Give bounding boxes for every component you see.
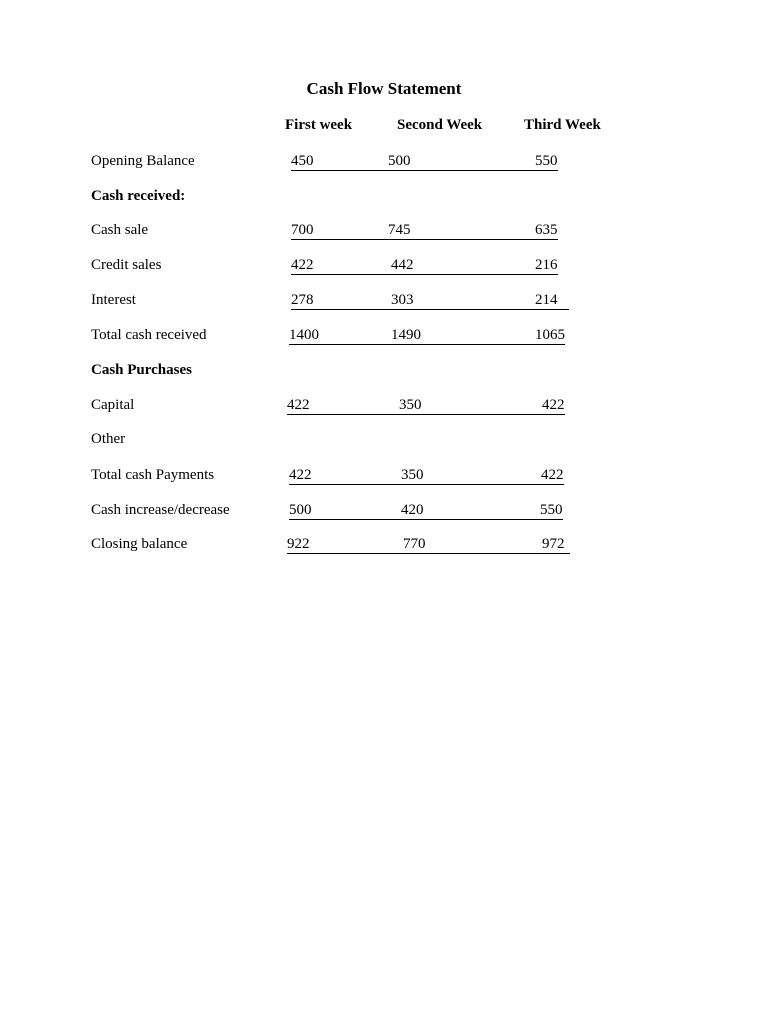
value-underline	[289, 484, 564, 485]
statement-row	[0, 222, 768, 244]
row-label: Total cash received	[91, 327, 207, 343]
row-label: Total cash Payments	[91, 467, 215, 483]
row-label: Other	[91, 431, 126, 447]
column-header-third-week: Third Week	[524, 117, 601, 133]
statement-row	[0, 467, 768, 489]
statement-row	[0, 327, 768, 349]
section-label: Cash Purchases	[91, 362, 192, 378]
statement-row	[0, 397, 768, 419]
value-underline	[291, 170, 558, 171]
value-second-week: 442	[391, 257, 414, 273]
row-label: Credit sales	[91, 257, 162, 273]
statement-section-heading	[0, 362, 768, 384]
value-second-week: 1490	[391, 327, 421, 343]
value-first-week: 700	[291, 222, 314, 238]
statement-row	[0, 153, 768, 175]
value-underline	[291, 274, 558, 275]
row-label: Closing balance	[91, 536, 188, 552]
value-underline	[291, 239, 558, 240]
value-second-week: 770	[403, 536, 426, 552]
value-first-week: 922	[287, 536, 310, 552]
statement-row	[0, 292, 768, 314]
value-first-week: 500	[289, 502, 312, 518]
value-first-week: 422	[291, 257, 314, 273]
value-second-week: 500	[388, 153, 411, 169]
row-label: Cash sale	[91, 222, 149, 238]
value-second-week: 350	[401, 467, 424, 483]
value-third-week: 422	[541, 467, 564, 483]
value-underline	[289, 519, 563, 520]
row-label: Interest	[91, 292, 136, 308]
value-third-week: 550	[540, 502, 563, 518]
column-header-first-week: First week	[285, 117, 353, 133]
value-second-week: 420	[401, 502, 424, 518]
value-second-week: 303	[391, 292, 414, 308]
row-label: Opening Balance	[91, 153, 195, 169]
value-first-week: 278	[291, 292, 314, 308]
statement-row	[0, 257, 768, 279]
statement-row	[0, 536, 768, 558]
document-title: Cash Flow Statement	[306, 79, 462, 98]
value-second-week: 745	[388, 222, 411, 238]
value-third-week: 214	[535, 292, 558, 308]
value-third-week: 635	[535, 222, 558, 238]
value-third-week: 1065	[535, 327, 565, 343]
statement-section-heading	[0, 188, 768, 210]
value-third-week: 972	[542, 536, 565, 552]
statement-row	[0, 431, 768, 453]
value-second-week: 350	[399, 397, 422, 413]
value-underline	[291, 309, 569, 310]
value-first-week: 1400	[289, 327, 319, 343]
value-third-week: 550	[535, 153, 558, 169]
value-underline	[287, 414, 565, 415]
column-header-second-week: Second Week	[397, 117, 483, 133]
value-underline	[289, 344, 565, 345]
value-underline	[287, 553, 570, 554]
value-third-week: 216	[535, 257, 558, 273]
value-first-week: 450	[291, 153, 314, 169]
row-label: Capital	[91, 397, 135, 413]
row-label: Cash increase/decrease	[91, 502, 230, 518]
value-first-week: 422	[287, 397, 310, 413]
value-third-week: 422	[542, 397, 565, 413]
value-first-week: 422	[289, 467, 312, 483]
statement-row	[0, 502, 768, 524]
section-label: Cash received:	[91, 188, 186, 204]
